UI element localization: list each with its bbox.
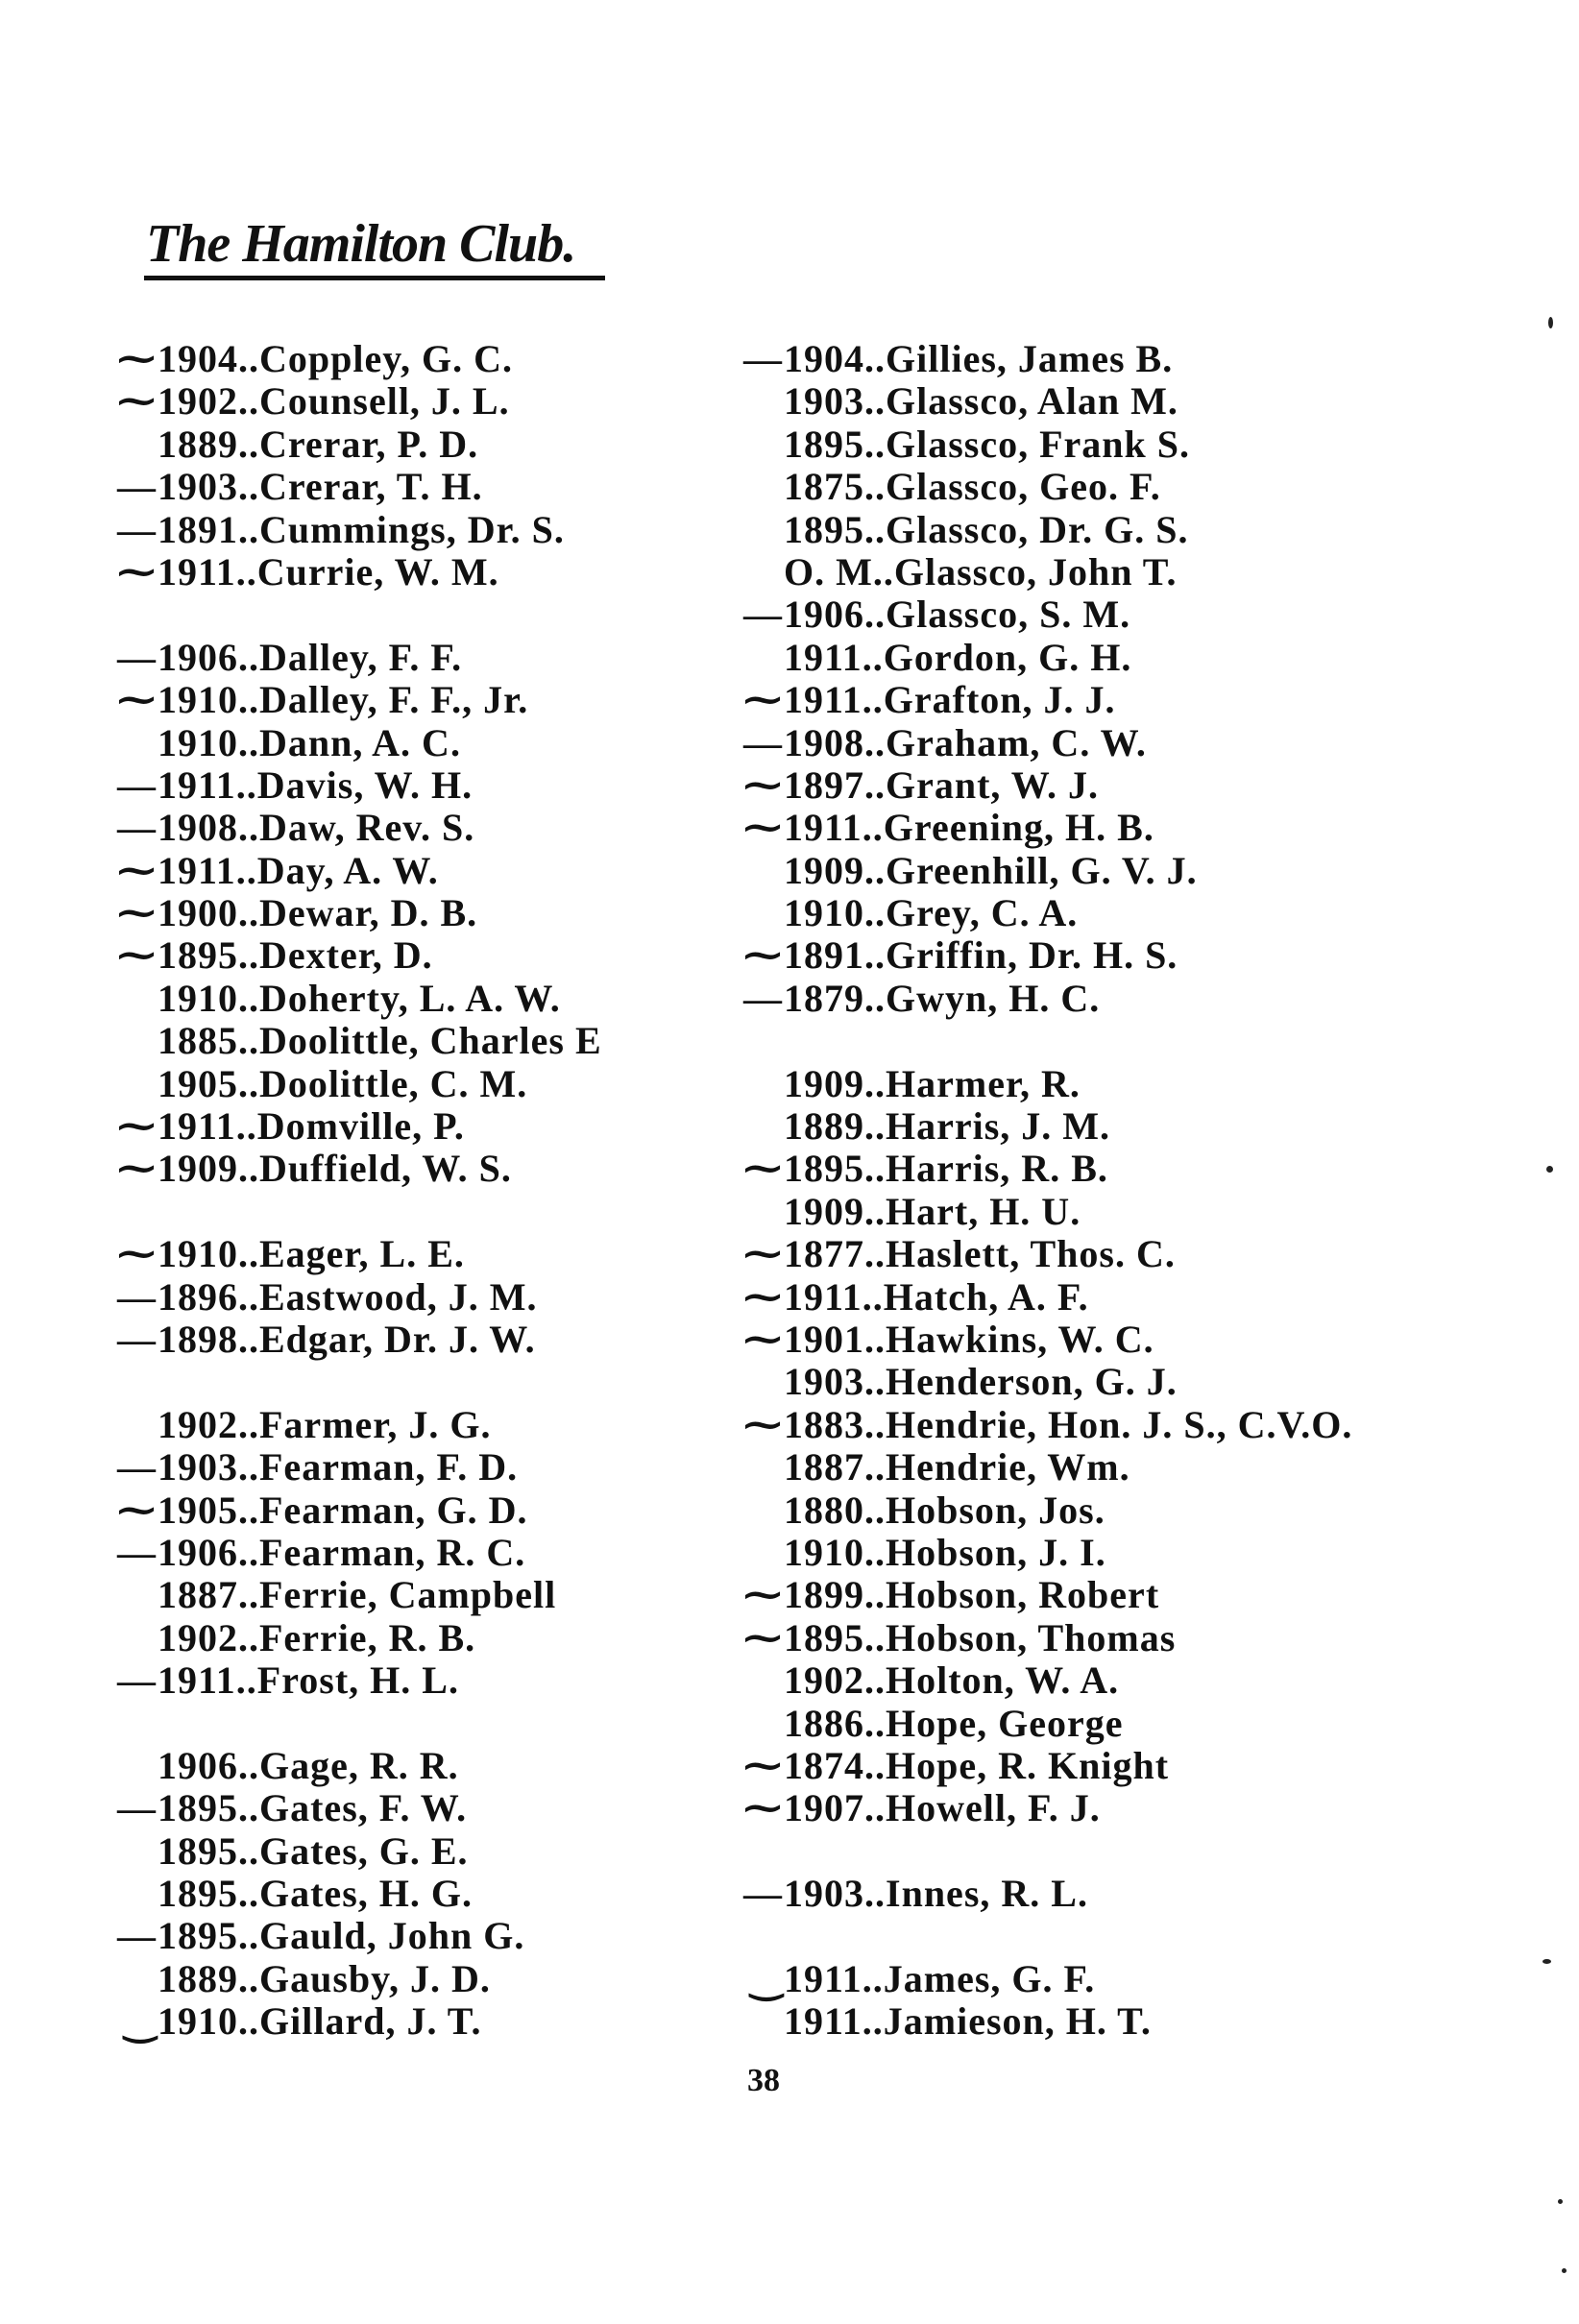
member-entry-text: 1903..Glassco, Alan M. [784, 379, 1178, 424]
member-entry [740, 892, 1431, 934]
check-mark-icon: — [117, 465, 156, 509]
member-entry-text: 1903..Crerar, T. H. [158, 465, 483, 509]
member-entry [740, 764, 1431, 807]
member-entry [740, 1745, 1431, 1787]
member-entry-text: 1895..Gates, F. W. [158, 1786, 468, 1830]
member-entry-text: 1885..Doolittle, Charles E [158, 1019, 602, 1063]
check-mark-icon: ⁓ [743, 933, 782, 978]
check-mark-icon: — [743, 720, 782, 764]
member-entry-text: 1891..Griffin, Dr. H. S. [784, 933, 1178, 978]
member-entry [113, 934, 728, 977]
member-entry [113, 1617, 728, 1659]
letter-group-spacer [113, 1191, 728, 1233]
member-entry-text: 1897..Grant, W. J. [784, 763, 1100, 807]
member-entry [113, 1830, 728, 1873]
member-entry-text: 1895..Hobson, Thomas [784, 1615, 1177, 1659]
member-list-right-column [740, 338, 1431, 2044]
member-entry-text: 1889..Harris, J. M. [784, 1104, 1111, 1149]
member-entry-text: 1910..Gillard, J. T. [158, 1999, 482, 2044]
member-entry [113, 2000, 728, 2043]
member-entry [740, 509, 1431, 551]
member-entry-text: 1902..Ferrie, R. B. [158, 1615, 476, 1659]
member-entry [740, 1319, 1431, 1361]
member-entry [740, 722, 1431, 764]
member-entry-text: 1886..Hope, George [784, 1701, 1124, 1745]
check-mark-icon: ⁓ [117, 337, 156, 380]
member-entry [113, 1276, 728, 1319]
member-entry-text: 1911..Day, A. W. [158, 848, 439, 892]
member-entry [113, 1063, 728, 1105]
check-mark-icon: — [117, 1274, 156, 1319]
member-entry-text: 1901..Hawkins, W. C. [784, 1317, 1154, 1361]
member-entry-text: 1895..Dexter, D. [158, 933, 433, 978]
member-entry-text: 1908..Daw, Rev. S. [158, 806, 475, 850]
member-entry-text: 1909..Harmer, R. [784, 1061, 1081, 1105]
member-entry-text: 1907..Howell, F. J. [784, 1786, 1101, 1830]
member-entry [113, 1873, 728, 1915]
member-entry [113, 551, 728, 593]
letter-group-spacer [113, 1361, 728, 1403]
check-mark-icon: — [117, 1530, 156, 1574]
check-mark-icon: ⁓ [743, 1573, 782, 1617]
member-entry [740, 338, 1431, 380]
member-entry [740, 1361, 1431, 1403]
member-entry-text: 1895..Gates, H. G. [158, 1872, 473, 1916]
member-entry [113, 1020, 728, 1062]
check-mark-icon: ⁓ [117, 1104, 156, 1149]
page-number: 38 [747, 2063, 780, 2098]
member-entry-text: 1891..Cummings, Dr. S. [158, 507, 565, 551]
member-entry-text: 1911..Gordon, G. H. [784, 635, 1132, 679]
member-entry-text: 1905..Doolittle, C. M. [158, 1061, 528, 1105]
member-entry-text: 1911..Hatch, A. F. [784, 1274, 1089, 1319]
member-entry-text: 1875..Glassco, Geo. F. [784, 465, 1161, 509]
member-entry [740, 934, 1431, 977]
member-entry [740, 978, 1431, 1020]
check-mark-icon: ⁓ [117, 1488, 156, 1532]
check-mark-icon: ⁓ [117, 848, 156, 892]
member-entry [740, 1787, 1431, 1829]
member-entry-text: 1911..Jamieson, H. T. [784, 1999, 1152, 2044]
member-entry [113, 807, 728, 849]
check-mark-icon: ⁓ [117, 549, 156, 593]
member-entry [113, 466, 728, 508]
member-entry-text: 1889..Gausby, J. D. [158, 1956, 491, 2000]
member-entry-text: 1895..Gauld, John G. [158, 1914, 525, 1958]
member-entry-text: 1911..Grafton, J. J. [784, 678, 1116, 722]
member-entry-text: 1883..Hendrie, Hon. J. S., C.V.O. [784, 1402, 1353, 1446]
check-mark-icon: ⁓ [117, 1232, 156, 1276]
member-entry-text: 1911..Frost, H. L. [158, 1658, 459, 1703]
member-entry-text: 1909..Duffield, W. S. [158, 1147, 512, 1191]
member-entry-text: 1909..Hart, H. U. [784, 1189, 1081, 1233]
member-entry-text: 1910..Grey, C. A. [784, 891, 1079, 935]
member-entry [113, 679, 728, 721]
member-entry-text: 1895..Glassco, Frank S. [784, 422, 1191, 466]
letter-group-spacer [113, 1703, 728, 1745]
member-entry-text: 1902..Farmer, J. G. [158, 1402, 492, 1446]
scan-speck [1543, 1959, 1551, 1964]
member-entry [740, 1574, 1431, 1616]
member-entry [113, 380, 728, 423]
check-mark-icon: ‿ [124, 1999, 156, 2044]
member-entry-text: 1903..Innes, R. L. [784, 1872, 1088, 1916]
member-entry [740, 424, 1431, 466]
check-mark-icon: ⁓ [743, 1147, 782, 1191]
member-entry [113, 1404, 728, 1446]
member-entry-text: 1906..Glassco, S. M. [784, 593, 1131, 637]
member-entry [113, 722, 728, 764]
member-entry-text: 1895..Harris, R. B. [784, 1147, 1108, 1191]
member-entry-text: 1908..Graham, C. W. [784, 720, 1147, 764]
member-list-left-column [113, 338, 728, 2044]
letter-group-spacer [740, 1830, 1431, 1873]
check-mark-icon: ⁓ [117, 379, 156, 424]
member-entry [113, 978, 728, 1020]
member-entry [113, 1958, 728, 2000]
check-mark-icon: ⁓ [743, 678, 782, 722]
member-entry [113, 1148, 728, 1190]
check-mark-icon: — [743, 337, 782, 380]
member-entry-text: 1880..Hobson, Jos. [784, 1488, 1105, 1532]
member-entry-text: 1904..Gillies, James B. [784, 337, 1174, 380]
member-entry-text: 1879..Gwyn, H. C. [784, 976, 1101, 1020]
member-entry [740, 1276, 1431, 1319]
member-entry-text: 1910..Dalley, F. F., Jr. [158, 678, 529, 722]
member-entry [113, 850, 728, 892]
member-entry [113, 764, 728, 807]
check-mark-icon: — [117, 1786, 156, 1830]
member-entry-text: O. M..Glassco, John T. [784, 549, 1178, 593]
member-entry [113, 1787, 728, 1829]
check-mark-icon: ⁓ [743, 1402, 782, 1446]
member-entry [113, 1915, 728, 1957]
member-entry-text: 1903..Henderson, G. J. [784, 1360, 1178, 1404]
member-entry-text: 1896..Eastwood, J. M. [158, 1274, 538, 1319]
member-entry [740, 637, 1431, 679]
member-entry [113, 1446, 728, 1489]
member-entry [740, 1063, 1431, 1105]
check-mark-icon: ⁓ [743, 1786, 782, 1830]
member-entry [740, 1703, 1431, 1745]
title-underline [144, 276, 605, 280]
member-entry-text: 1909..Greenhill, G. V. J. [784, 848, 1198, 892]
member-entry [740, 2000, 1431, 2043]
member-entry [740, 593, 1431, 636]
member-entry-text: 1898..Edgar, Dr. J. W. [158, 1317, 536, 1361]
member-entry-text: 1887..Ferrie, Campbell [158, 1573, 557, 1617]
page-title: The Hamilton Club. [146, 214, 576, 274]
member-entry-text: 1895..Glassco, Dr. G. S. [784, 507, 1189, 551]
member-entry [113, 1319, 728, 1361]
scan-speck [1546, 1166, 1553, 1173]
member-entry [740, 850, 1431, 892]
scan-speck [1562, 2268, 1567, 2273]
member-entry [113, 1574, 728, 1616]
member-entry-text: 1904..Coppley, G. C. [158, 337, 514, 380]
member-entry-text: 1887..Hendrie, Wm. [784, 1445, 1130, 1489]
check-mark-icon: — [117, 1445, 156, 1489]
member-entry [740, 1617, 1431, 1659]
member-entry [740, 1958, 1431, 2000]
member-entry-text: 1899..Hobson, Robert [784, 1573, 1160, 1617]
check-mark-icon: — [117, 763, 156, 807]
member-entry [113, 338, 728, 380]
member-entry [113, 1745, 728, 1787]
member-entry [113, 1233, 728, 1275]
member-entry-text: 1895..Gates, G. E. [158, 1828, 469, 1873]
member-entry-text: 1900..Dewar, D. B. [158, 891, 478, 935]
check-mark-icon: ⁓ [117, 678, 156, 722]
check-mark-icon: ⁓ [743, 806, 782, 850]
member-entry [113, 1659, 728, 1702]
member-entry-text: 1874..Hope, R. Knight [784, 1743, 1170, 1787]
member-entry-text: 1902..Counsell, J. L. [158, 379, 510, 424]
member-entry [740, 380, 1431, 423]
member-entry-text: 1911..Greening, H. B. [784, 806, 1154, 850]
member-entry-text: 1906..Gage, R. R. [158, 1743, 459, 1787]
member-entry-text: 1902..Holton, W. A. [784, 1658, 1120, 1703]
check-mark-icon: ‿ [750, 1956, 782, 2000]
letter-group-spacer [740, 1915, 1431, 1957]
member-entry-text: 1905..Fearman, G. D. [158, 1488, 528, 1532]
member-entry [113, 424, 728, 466]
check-mark-icon: ⁓ [743, 1274, 782, 1319]
check-mark-icon: — [743, 1872, 782, 1916]
member-entry [740, 1105, 1431, 1148]
member-entry [113, 1105, 728, 1148]
check-mark-icon: — [117, 635, 156, 679]
member-entry-text: 1911..Currie, W. M. [158, 549, 499, 593]
member-entry [740, 679, 1431, 721]
member-entry-text: 1910..Doherty, L. A. W. [158, 976, 561, 1020]
member-entry-text: 1911..Domville, P. [158, 1104, 465, 1149]
member-entry [740, 1873, 1431, 1915]
member-entry [740, 466, 1431, 508]
check-mark-icon: ⁓ [743, 1317, 782, 1361]
member-entry-text: 1906..Fearman, R. C. [158, 1530, 526, 1574]
member-entry [740, 807, 1431, 849]
member-entry [740, 551, 1431, 593]
member-entry [740, 1489, 1431, 1532]
check-mark-icon: ⁓ [117, 891, 156, 935]
member-entry [113, 892, 728, 934]
member-entry [740, 1191, 1431, 1233]
check-mark-icon: ⁓ [117, 933, 156, 978]
check-mark-icon: ⁓ [117, 1147, 156, 1191]
member-entry [113, 1532, 728, 1574]
letter-group-spacer [113, 593, 728, 636]
member-entry-text: 1877..Haslett, Thos. C. [784, 1232, 1176, 1276]
letter-group-spacer [740, 1020, 1431, 1062]
member-entry [113, 637, 728, 679]
check-mark-icon: — [117, 806, 156, 850]
member-entry [740, 1233, 1431, 1275]
member-entry [740, 1148, 1431, 1190]
member-entry [740, 1532, 1431, 1574]
check-mark-icon: ⁓ [743, 1615, 782, 1659]
scan-speck [1548, 317, 1553, 328]
check-mark-icon: — [117, 1317, 156, 1361]
check-mark-icon: — [743, 593, 782, 637]
member-entry-text: 1889..Crerar, P. D. [158, 422, 479, 466]
member-entry-text: 1906..Dalley, F. F. [158, 635, 463, 679]
member-entry [740, 1446, 1431, 1489]
check-mark-icon: — [117, 507, 156, 551]
member-entry [740, 1659, 1431, 1702]
check-mark-icon: — [117, 1658, 156, 1703]
check-mark-icon: ⁓ [743, 763, 782, 807]
check-mark-icon: ⁓ [743, 1743, 782, 1787]
member-entry-text: 1910..Dann, A. C. [158, 720, 461, 764]
check-mark-icon: — [743, 976, 782, 1020]
member-entry [113, 509, 728, 551]
member-entry-text: 1910..Hobson, J. I. [784, 1530, 1106, 1574]
check-mark-icon: — [117, 1914, 156, 1958]
member-entry-text: 1903..Fearman, F. D. [158, 1445, 519, 1489]
member-entry-text: 1911..Davis, W. H. [158, 763, 474, 807]
member-entry-text: 1911..James, G. F. [784, 1956, 1096, 2000]
scan-speck [1558, 2199, 1563, 2204]
member-entry [740, 1404, 1431, 1446]
check-mark-icon: ⁓ [743, 1232, 782, 1276]
member-entry [113, 1489, 728, 1532]
member-entry-text: 1910..Eager, L. E. [158, 1232, 465, 1276]
